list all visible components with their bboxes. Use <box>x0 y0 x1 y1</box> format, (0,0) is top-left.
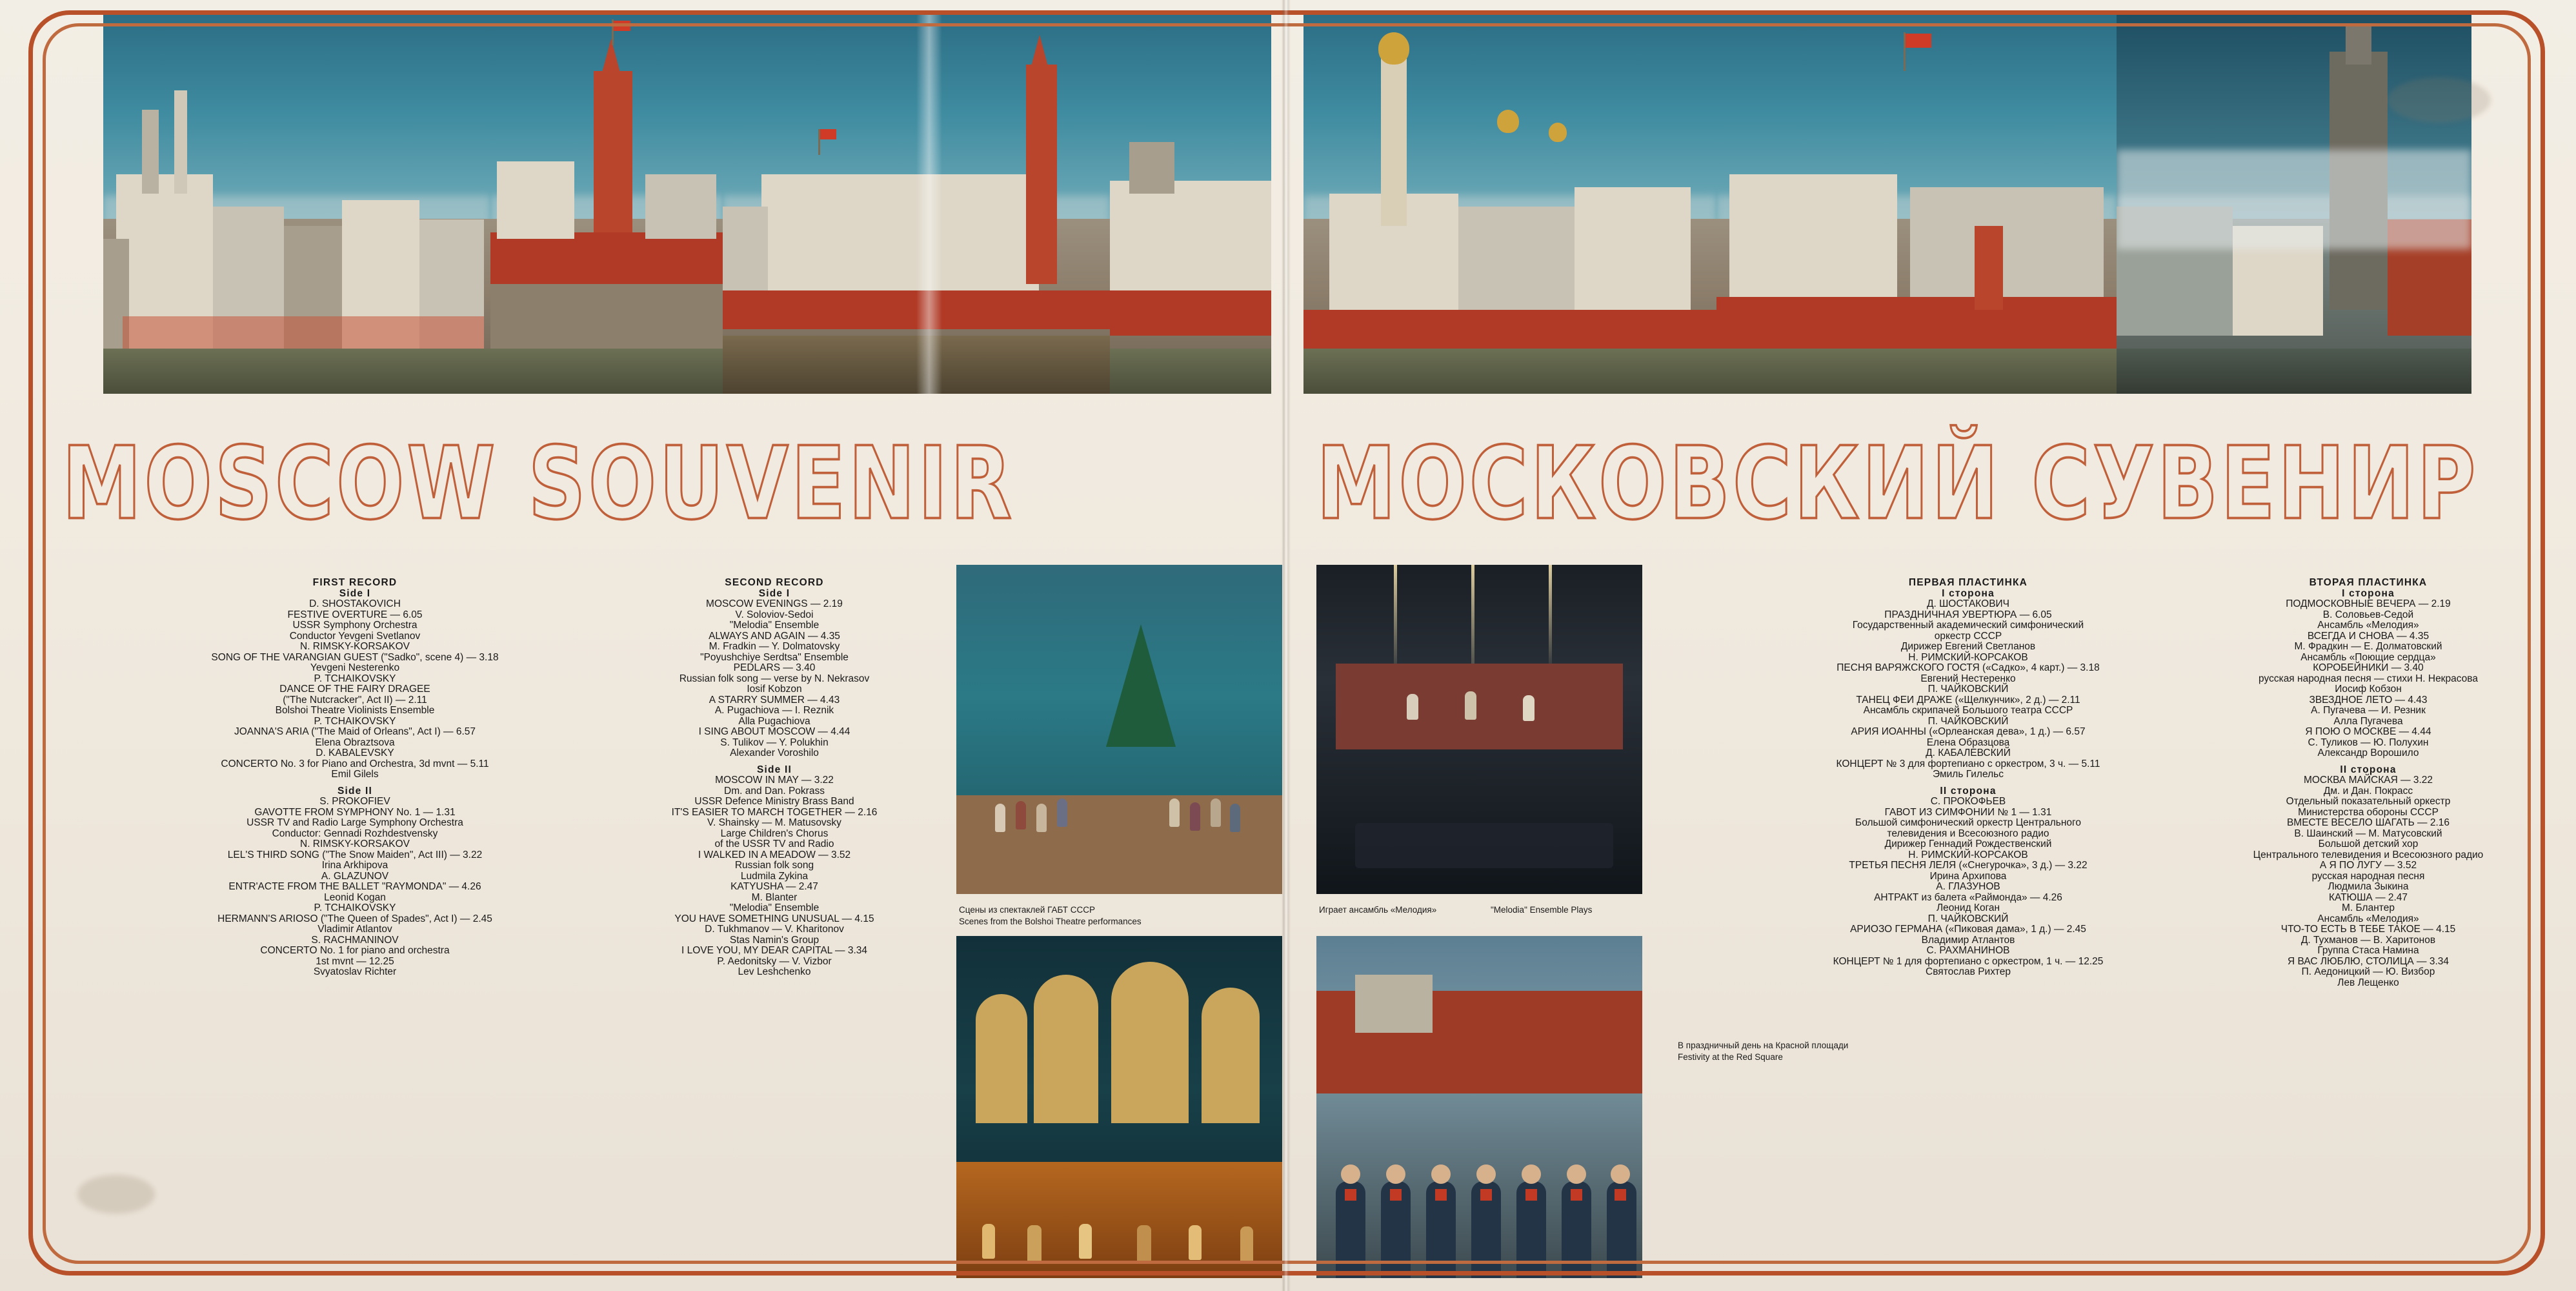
track-line: KATYUSHA — 2.47 <box>730 881 818 892</box>
track-line: М. Блантер <box>2342 902 2395 913</box>
track-line: Д. КАБАЛЕВСКИЙ <box>1926 747 2011 758</box>
track-line: Conductor: Gennadi Rozhdestvensky <box>272 828 438 839</box>
track-line: A. Pugachiova — I. Reznik <box>714 705 834 716</box>
track-line: АРИОЗО ГЕРМАНА («Пиковая дама», 1 д.) — 2.45 <box>1850 924 2086 935</box>
track-line: Я ВАС ЛЮБЛЮ, СТОЛИЦА — 3.34 <box>2288 955 2449 967</box>
track-line: КОНЦЕРТ № 1 для фортепиано с оркестром, 1 ч. — 12.25 <box>1833 955 2104 967</box>
track-line: Владимир Атлантов <box>1921 934 2015 946</box>
track-line: Ирина Архипова <box>1929 870 2007 882</box>
track-line: USSR Symphony Orchestra <box>292 620 418 631</box>
track-line: I WALKED IN A MEADOW — 3.52 <box>698 849 851 860</box>
track-line: Александр Ворошило <box>2317 747 2419 758</box>
track-line: Conductor Yevgeni Svetlanov <box>289 630 421 642</box>
caption-redsquare-ru: В праздничный день на Красной площади <box>1678 1041 1849 1050</box>
track-line: Министерства обороны СССР <box>2298 806 2439 818</box>
track-line: HERMANN'S ARIOSO ("The Queen of Spades", Act I) — 2.45 <box>217 913 492 924</box>
track-line: Elena Obraztsova <box>315 737 395 748</box>
track-line: П. ЧАЙКОВСКИЙ <box>1927 913 2009 924</box>
side-label: Side I <box>339 587 371 599</box>
track-line: ПЕСНЯ ВАРЯЖСКОГО ГОСТЯ («Садко», 4 карт.) — 3.18 <box>1836 662 2100 673</box>
track-line: КОНЦЕРТ № 3 для фортепиано с оркестром, 3 ч. — 5.11 <box>1836 758 2100 769</box>
track-line: CONCERTO No. 1 for piano and orchestra <box>260 945 450 956</box>
track-line: YOU HAVE SOMETHING UNUSUAL — 4.15 <box>674 913 874 924</box>
caption-ballet-en: Scenes from the Bolshoi Theatre performances <box>959 917 1142 926</box>
track-line: A STARRY SUMMER — 4.43 <box>709 694 840 706</box>
track-line: С. Туликов — Ю. Полухин <box>2308 737 2429 748</box>
track-line: Большой симфонический оркестр Центрального <box>1855 817 2081 828</box>
column-heading: ВТОРАЯ ПЛАСТИНКА <box>2309 577 2428 588</box>
track-line: Ансамбль «Мелодия» <box>2317 913 2419 924</box>
track-line: Alexander Voroshilo <box>730 747 819 758</box>
track-line: Алла Пугачева <box>2333 715 2403 727</box>
title-english: MOSCOW SOUVENIR <box>62 426 1014 542</box>
track-line: Дирижер Евгений Светланов <box>1900 641 2036 652</box>
track-line: S. Tulikov — Y. Polukhin <box>720 737 829 748</box>
column-heading: FIRST RECORD <box>312 577 397 588</box>
track-line: А Я ПО ЛУГУ — 3.52 <box>2319 860 2417 871</box>
track-line: Russian folk song <box>734 860 814 871</box>
caption-ballet-ru: Сцены из спектаклей ГАБТ СССР <box>959 905 1096 915</box>
track-line: Bolshoi Theatre Violinists Ensemble <box>275 705 435 716</box>
track-line: Елена Образцова <box>1926 737 2010 748</box>
track-line: телевидения и Всесоюзного радио <box>1887 828 2049 839</box>
track-line: D. Tukhmanov — V. Kharitonov <box>705 924 844 935</box>
track-line: ТАНЕЦ ФЕИ ДРАЖЕ («Щелкунчик», 2 д.) — 2.11 <box>1856 694 2080 706</box>
track-line: русская народная песня — стихи Н. Некрасова <box>2259 673 2478 684</box>
track-line: АНТРАКТ из балета «Раймонда» — 4.26 <box>1874 891 2062 903</box>
track-line: SONG OF THE VARANGIAN GUEST ("Sadko", scene 4) — 3.18 <box>211 651 499 663</box>
track-line: Д. ШОСТАКОВИЧ <box>1926 598 2010 609</box>
column-heading: SECOND RECORD <box>725 577 824 588</box>
track-line: П. ЧАЙКОВСКИЙ <box>1927 715 2009 727</box>
side-label: I сторона <box>1942 587 1995 599</box>
track-line: JOANNA'S ARIA ("The Maid of Orleans", Act I) — 6.57 <box>234 726 476 737</box>
track-line: Д. Тухманов — В. Харитонов <box>2300 934 2436 946</box>
track-line: Дирижер Геннадий Рождественский <box>1884 839 2052 849</box>
track-line: Ludmila Zykina <box>740 870 809 882</box>
track-line: LEL'S THIRD SONG ("The Snow Maiden", Act III) — 3.22 <box>227 849 483 860</box>
track-line: АРИЯ ИОАННЫ («Орлеанская дева», 1 д.) — 6.57 <box>1851 726 2086 737</box>
track-line: ЗВЕЗДНОЕ ЛЕТО — 4.43 <box>2309 694 2428 706</box>
track-line: DANCE OF THE FAIRY DRAGEE <box>279 684 430 695</box>
track-line: Ансамбль «Поющие сердца» <box>2300 651 2436 663</box>
track-line: Russian folk song — verse by N. Nekrasov <box>679 673 870 684</box>
track-line: В. Соловьев-Седой <box>2322 609 2414 620</box>
track-line: Stas Namin's Group <box>729 934 820 946</box>
track-line: КАТЮША — 2.47 <box>2328 891 2408 903</box>
track-line: Svyatoslav Richter <box>313 966 397 977</box>
track-line: ENTR'ACTE FROM THE BALLET "RAYMONDA" — 4.26 <box>228 881 481 892</box>
track-line: Иосиф Кобзон <box>2335 684 2402 695</box>
track-line: Н. РИМСКИЙ-КОРСАКОВ <box>1908 849 2028 860</box>
track-line: С. ПРОКОФЬЕВ <box>1930 796 2006 807</box>
track-line: Alla Pugachiova <box>738 715 810 727</box>
track-line: "Melodia" Ensemble <box>729 620 820 631</box>
track-line: КОРОБЕЙНИКИ — 3.40 <box>2313 662 2424 673</box>
track-line: Отдельный показательный оркестр <box>2286 796 2451 807</box>
track-line: Большой детский хор <box>2318 839 2419 849</box>
track-line: Large Children's Chorus <box>720 828 829 839</box>
track-line: P. TCHAIKOVSKY <box>314 673 396 684</box>
track-line: Эмиль Гилельс <box>1933 769 2004 780</box>
track-line: ALWAYS AND AGAIN — 4.35 <box>709 630 840 642</box>
track-line: I SING ABOUT MOSCOW — 4.44 <box>698 726 850 737</box>
track-line: D. SHOSTAKOVICH <box>309 598 401 609</box>
track-line: Ансамбль скрипачей Большого театра СССР <box>1863 705 2073 716</box>
title-russian: МОСКОВСКИЙ СУВЕНИР <box>1316 426 2479 542</box>
track-line: ГАВОТ ИЗ СИМФОНИИ № 1 — 1.31 <box>1884 806 2052 818</box>
track-line: GAVOTTE FROM SYMPHONY No. 1 — 1.31 <box>254 806 456 818</box>
side-label: Side I <box>758 587 790 599</box>
track-line: МОСКВА МАЙСКАЯ — 3.22 <box>2303 775 2433 786</box>
track-line: Я ПОЮ О МОСКВЕ — 4.44 <box>2305 726 2431 737</box>
track-line: ЧТО-ТО ЕСТЬ В ТЕБЕ ТАКОЕ — 4.15 <box>2280 924 2456 935</box>
track-line: Центрального телевидения и Всесоюзного радио <box>2253 849 2484 860</box>
caption-melodia-en: "Melodia" Ensemble Plays <box>1491 905 1593 915</box>
track-line: MOSCOW IN MAY — 3.22 <box>715 775 834 786</box>
track-line: Евгений Нестеренко <box>1920 673 2016 684</box>
track-line: "Poyushchiye Serdtsa" Ensemble <box>700 651 849 663</box>
side-label: Side II <box>337 785 373 797</box>
track-line: Дм. и Дан. Покрасс <box>2323 785 2413 797</box>
track-line: ТРЕТЬЯ ПЕСНЯ ЛЕЛЯ («Снегурочка», 3 д.) — 3.22 <box>1849 860 2088 871</box>
track-line: USSR Defence Ministry Brass Band <box>694 796 854 807</box>
side-label: I сторона <box>2342 587 2395 599</box>
track-line: П. Аедоницкий — Ю. Визбор <box>2301 966 2435 977</box>
track-line: MOSCOW EVENINGS — 2.19 <box>706 598 843 609</box>
track-line: А. Пугачева — И. Резник <box>2311 705 2426 716</box>
track-line: П. ЧАЙКОВСКИЙ <box>1927 684 2009 695</box>
track-line: N. RIMSKY-KORSAKOV <box>300 641 410 652</box>
side-label: II сторона <box>1940 785 1997 797</box>
side-label: Side II <box>756 764 792 775</box>
track-line: V. Shainsky — M. Matusovsky <box>707 817 841 828</box>
track-line: I LOVE YOU, MY DEAR CAPITAL — 3.34 <box>681 945 867 956</box>
track-line: D. KABALEVSKY <box>316 747 394 758</box>
track-line: Vladimir Atlantov <box>317 924 392 935</box>
track-line: M. Fradkin — Y. Dolmatovsky <box>709 641 840 652</box>
side-label: II сторона <box>2340 764 2397 775</box>
track-line: Ансамбль «Мелодия» <box>2317 620 2419 631</box>
track-line: Dm. and Dan. Pokrass <box>724 785 825 797</box>
track-line: оркестр СССР <box>1934 630 2002 642</box>
track-line: FESTIVE OVERTURE — 6.05 <box>287 609 423 620</box>
track-line: P. Aedonitsky — V. Vizbor <box>717 955 832 967</box>
caption-melodia-ru: Играет ансамбль «Мелодия» <box>1319 905 1437 915</box>
track-line: Yevgeni Nesterenko <box>310 662 400 673</box>
track-line: P. TCHAIKOVSKY <box>314 902 396 913</box>
track-line: Emil Gilels <box>331 769 379 780</box>
track-line: PEDLARS — 3.40 <box>733 662 816 673</box>
track-line: S. RACHMANINOV <box>311 934 399 946</box>
track-line: Iosif Kobzon <box>747 684 802 695</box>
gatefold-crease <box>1282 0 1291 1291</box>
track-line: В. Шаинский — М. Матусовский <box>2294 828 2442 839</box>
track-line: A. GLAZUNOV <box>321 870 389 882</box>
track-line: Людмила Зыкина <box>2328 881 2409 892</box>
track-line: А. ГЛАЗУНОВ <box>1936 881 2000 892</box>
track-line: русская народная песня <box>2311 870 2425 882</box>
track-line: М. Фрадкин — Е. Долматовский <box>2294 641 2442 652</box>
track-line: V. Soloviov-Sedoi <box>735 609 814 620</box>
track-line: ВМЕСТЕ ВЕСЕЛО ШАГАТЬ — 2.16 <box>2286 817 2450 828</box>
track-line: Святослав Рихтер <box>1926 966 2011 977</box>
track-line: Леонид Коган <box>1936 902 2000 913</box>
track-line: ПРАЗДНИЧНАЯ УВЕРТЮРА — 6.05 <box>1884 609 2052 620</box>
track-line: ВСЕГДА И СНОВА — 4.35 <box>2307 630 2430 642</box>
track-line: Лев Лещенко <box>2337 977 2399 988</box>
track-line: ("The Nutcracker", Act II) — 2.11 <box>283 694 427 706</box>
track-line: Lev Leshchenko <box>738 966 811 977</box>
track-line: CONCERTO No. 3 for Piano and Orchestra, 3d mvnt — 5.11 <box>221 758 489 769</box>
track-line: 1st mvnt — 12.25 <box>316 955 394 967</box>
track-line: ПОДМОСКОВНЫЕ ВЕЧЕРА — 2.19 <box>2286 598 2451 609</box>
track-line: Irina Arkhipova <box>321 860 388 871</box>
track-line: Leonid Kogan <box>324 891 386 903</box>
track-line: Н. РИМСКИЙ-КОРСАКОВ <box>1908 651 2028 663</box>
track-line: USSR TV and Radio Large Symphony Orchestra <box>247 817 463 828</box>
track-line: Государственный академический симфонический <box>1852 620 2084 631</box>
track-line: "Melodia" Ensemble <box>729 902 820 913</box>
track-line: S. PROKOFIEV <box>319 796 390 807</box>
caption-redsquare-en: Festivity at the Red Square <box>1678 1052 1783 1062</box>
track-line: M. Blanter <box>751 891 798 903</box>
track-line: Группа Стаса Намина <box>2317 945 2419 956</box>
track-line: N. RIMSKY-KORSAKOV <box>300 839 410 849</box>
track-line: P. TCHAIKOVSKY <box>314 715 396 727</box>
column-heading: ПЕРВАЯ ПЛАСТИНКА <box>1908 577 2028 588</box>
track-line: С. РАХМАНИНОВ <box>1926 945 2010 956</box>
track-line: IT'S EASIER TO MARCH TOGETHER — 2.16 <box>671 806 878 818</box>
track-line: of the USSR TV and Radio <box>714 839 834 849</box>
